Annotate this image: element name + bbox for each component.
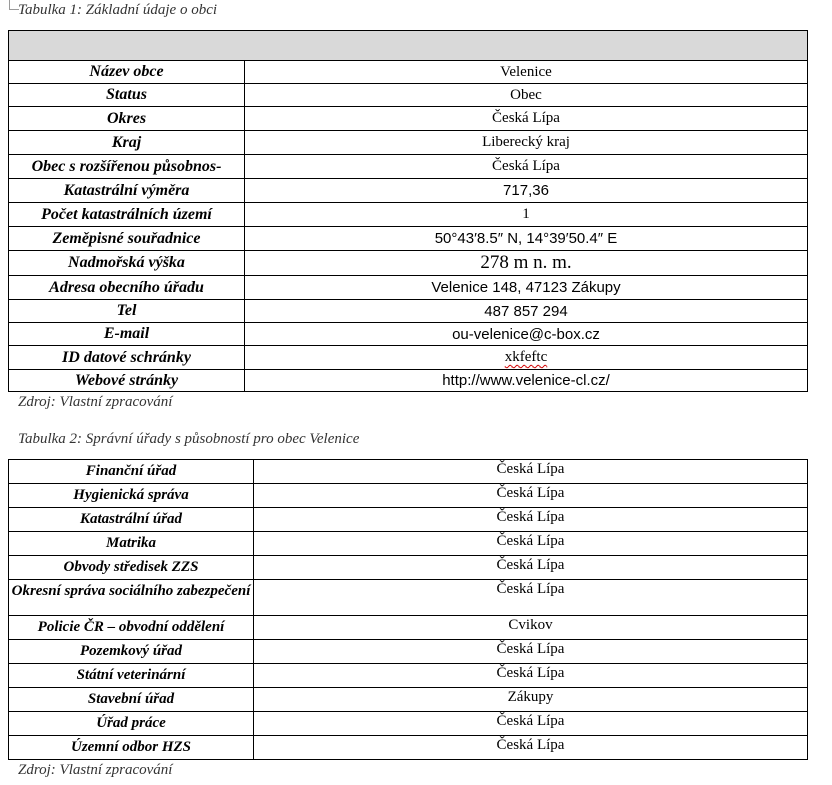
table-row — [9, 323, 808, 346]
table-row — [9, 276, 808, 300]
basic-info-table — [8, 30, 808, 392]
table-row — [9, 532, 808, 556]
row-value: Česká Lípa — [245, 107, 808, 131]
row-label: Zeměpisné souřadnice — [9, 227, 245, 251]
row-label: Katastrální výměra — [9, 179, 245, 203]
row-label: Webové stránky — [9, 370, 245, 392]
row-value: Česká Lípa — [254, 664, 808, 688]
row-value: http://www.velenice-cl.cz/ — [245, 370, 808, 392]
table-row — [9, 460, 808, 484]
table-row — [9, 84, 808, 107]
row-value: Zákupy — [254, 688, 808, 712]
table-row — [9, 251, 808, 276]
row-label: Nadmořská výška — [9, 251, 245, 276]
table-row — [9, 346, 808, 370]
row-label: Tel — [9, 300, 245, 323]
row-value: Česká Lípa — [254, 640, 808, 664]
table-row — [9, 107, 808, 131]
row-value: Česká Lípa — [254, 508, 808, 532]
table-row — [9, 688, 808, 712]
row-value: Česká Lípa — [254, 532, 808, 556]
table1-source: Zdroj: Vlastní zpracování — [18, 394, 173, 410]
row-label: Finanční úřad — [9, 460, 254, 484]
table-row — [9, 61, 808, 84]
table-row — [9, 580, 808, 616]
row-value: 50°43′8.5″ N, 14°39′50.4″ E — [245, 227, 808, 251]
row-value: 487 857 294 — [245, 300, 808, 323]
row-value: Velenice — [245, 61, 808, 84]
spellcheck-underlined-value: xkfeftc — [504, 349, 548, 365]
row-label: Adresa obecního úřadu — [9, 276, 245, 300]
row-value: ou-velenice@c-box.cz — [245, 323, 808, 346]
row-label: Počet katastrálních území — [9, 203, 245, 227]
row-value: Obec — [245, 84, 808, 107]
table-row — [9, 508, 808, 532]
row-value: Česká Lípa — [254, 484, 808, 508]
table-row — [9, 179, 808, 203]
table-header-cell — [9, 31, 808, 61]
row-value-cell — [245, 346, 808, 370]
row-label: Policie ČR – obvodní oddělení — [9, 616, 254, 640]
row-value: Velenice 148, 47123 Zákupy — [245, 276, 808, 300]
table-row — [9, 712, 808, 736]
row-value: Cvikov — [254, 616, 808, 640]
row-label: Úřad práce — [9, 712, 254, 736]
table2-caption: Tabulka 2: Správní úřady s působností pro obec Velenice — [18, 431, 360, 447]
table-row — [9, 227, 808, 251]
row-value: Česká Lípa — [254, 460, 808, 484]
row-label: ID datové schránky — [9, 346, 245, 370]
table-row — [9, 616, 808, 640]
row-label: Okres — [9, 107, 245, 131]
row-label: Územní odbor HZS — [9, 736, 254, 760]
row-label: Matrika — [9, 532, 254, 556]
row-value: 717,36 — [245, 179, 808, 203]
row-label: E-mail — [9, 323, 245, 346]
table-row — [9, 155, 808, 179]
row-label: Okresní správa sociálního zabezpečení — [9, 580, 254, 616]
row-label: Status — [9, 84, 245, 107]
row-value: 278 m n. m. — [245, 251, 808, 276]
table2-source: Zdroj: Vlastní zpracování — [18, 762, 173, 778]
table-row — [9, 131, 808, 155]
table-row — [9, 203, 808, 227]
table-row — [9, 484, 808, 508]
row-value: 1 — [245, 203, 808, 227]
row-value: Česká Lípa — [245, 155, 808, 179]
row-value: Česká Lípa — [254, 580, 808, 616]
row-value: Česká Lípa — [254, 712, 808, 736]
row-label: Obvody středisek ZZS — [9, 556, 254, 580]
table-row — [9, 556, 808, 580]
row-label: Katastrální úřad — [9, 508, 254, 532]
row-label: Obec s rozšířenou působnos- — [9, 155, 245, 179]
authorities-table — [8, 459, 808, 760]
row-label: Stavební úřad — [9, 688, 254, 712]
table-row — [9, 370, 808, 392]
row-value: Liberecký kraj — [245, 131, 808, 155]
table-row — [9, 664, 808, 688]
row-label: Kraj — [9, 131, 245, 155]
row-value: Česká Lípa — [254, 736, 808, 760]
table-header-row — [9, 31, 808, 61]
row-label: Název obce — [9, 61, 245, 84]
row-label: Hygienická správa — [9, 484, 254, 508]
row-value: Česká Lípa — [254, 556, 808, 580]
row-label: Pozemkový úřad — [9, 640, 254, 664]
table1-caption: Tabulka 1: Základní údaje o obci — [18, 2, 218, 18]
table-row — [9, 640, 808, 664]
table-row — [9, 300, 808, 323]
table-row — [9, 736, 808, 760]
row-label: Státní veterinární — [9, 664, 254, 688]
